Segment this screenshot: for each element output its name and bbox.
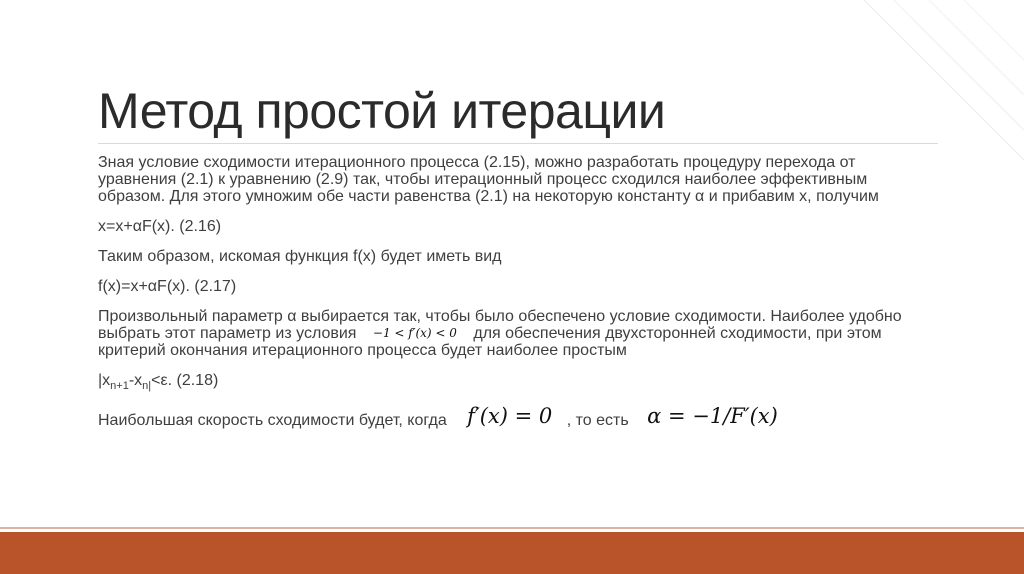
corner-decoration — [854, 0, 1024, 170]
paragraph-intro: Зная условие сходимости итерационного процесса (2.15), можно разработать процедуру перехода от уравнения (2.1) к уравнению (2.9) так, чтобы итерационный процесс сходился наиболее эффективным образом. Для этого умножим обе части равенства (2.1) на некоторую константу α и прибавим x, получим — [98, 154, 879, 205]
alpha-formula: α = −1/F′(x) — [647, 404, 778, 428]
max-speed-text: Наибольшая скорость сходимости будет, когда — [98, 412, 447, 429]
convergence-condition-formula: −1 < f′(x) < 0 — [372, 326, 457, 340]
derivative-zero-formula: f′(x) = 0 — [467, 404, 553, 428]
eq-2-18-mid: -x — [128, 372, 143, 389]
equation-2-17: f(x)=x+αF(x). (2.17) — [98, 278, 237, 295]
slide-title: Метод простой итерации — [98, 83, 666, 139]
max-speed-connector: , то есть — [566, 412, 629, 429]
footer-accent-bar — [0, 532, 1024, 574]
paragraph-function-form: Таким образом, искомая функция f(x) будет иметь вид — [98, 248, 502, 265]
eq-2-18-end: <ε. (2.18) — [151, 372, 219, 389]
footer-accent-line — [0, 527, 1024, 529]
eq-2-18-sub-n1: n+1 — [110, 380, 129, 392]
paragraph-max-speed — [98, 404, 938, 429]
equation-2-16: x=x+αF(x). (2.16) — [98, 218, 222, 235]
eq-2-18-start: |x — [98, 372, 111, 389]
slide-body — [98, 154, 938, 442]
equation-2-18 — [98, 372, 938, 395]
paragraph-parameter — [98, 308, 938, 359]
title-divider — [98, 143, 938, 144]
eq-2-18-sub-n: n| — [142, 380, 152, 392]
parameter-text-before: Произвольный параметр α выбирается так, чтобы было обеспечено условие сходимости. Наиболее удобно выбрать этот параметр из условия — [98, 308, 902, 342]
parameter-text-after: для обеспечения двухсторонней сходимости, при этом критерий окончания итерационного процесса будет наиболее простым — [98, 325, 882, 359]
